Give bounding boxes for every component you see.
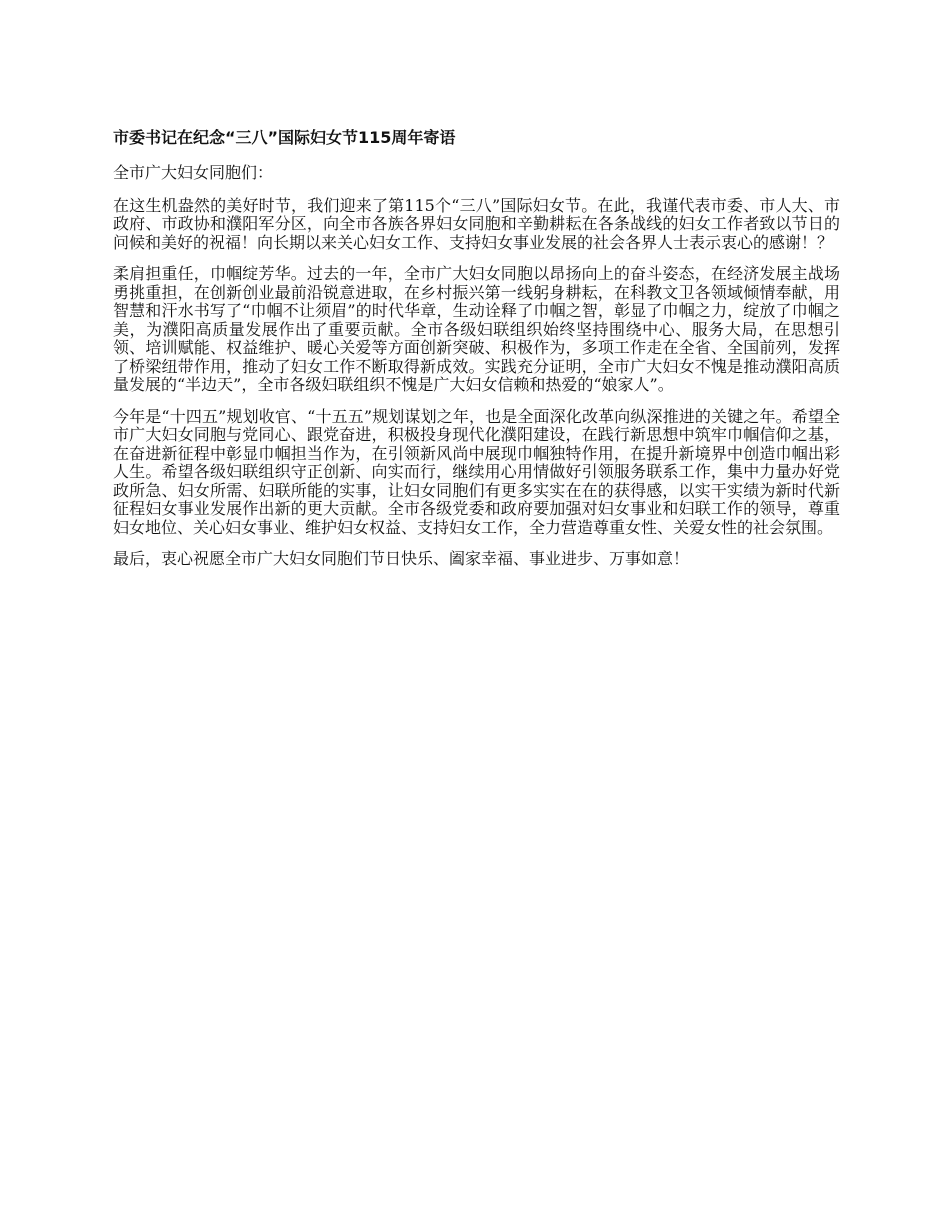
greeting-paragraph: 全市广大妇女同胞们： [113,163,274,182]
body-paragraph-1: 在这生机盎然的美好时节，我们迎来了第115个“三八”国际妇女节。在此，我谨代表市委、市人大、市政府、市政协和濮阳军分区，向全市各族各界妇女同胞和辛勤耕耘在各条战线的妇女工作者致以节日的问候和美好的祝福！向长期以来关心妇女工作、支持妇女事业发展的社会各界人士表示衷心的感谢！？ [113,195,840,252]
page-title: 市委书记在纪念“三八”国际妇女节115周年寄语 [113,128,456,147]
document-body [113,128,840,582]
closing-paragraph: 最后，衷心祝愿全市广大妇女同胞们节日快乐、阖家幸福、事业进步、万事如意！ [113,549,690,568]
body-paragraph-3: 今年是“十四五”规划收官、“十五五”规划谋划之年，也是全面深化改革向纵深推进的关键之年。希望全市广大妇女同胞与党同心、跟党奋进，积极投身现代化濮阳建设，在践行新思想中筑牢巾帼信仰之基，在奋进新征程中彰显巾帼担当作为，在引领新风尚中展现巾帼独特作用，在提升新境界中创造巾帼出彩人生。希望各级妇联组织守正创新、向实而行，继续用心用情做好引领服务联系工作，集中力量办好党政所急、妇女所需、妇联所能的实事，让妇女同胞们有更多实实在在的获得感，以实干实绩为新时代新征程妇女事业发展作出新的更大贡献。全市各级党委和政府要加强对妇女事业和妇联工作的领导，尊重妇女地位、关心妇女事业、维护妇女权益、支持妇女工作，全力营造尊重女性、关爱女性的社会氛围。 [113,406,840,537]
body-paragraph-2: 柔肩担重任，巾帼绽芳华。过去的一年，全市广大妇女同胞以昂扬向上的奋斗姿态，在经济发展主战场勇挑重担，在创新创业最前沿锐意进取，在乡村振兴第一线躬身耕耘，在科教文卫各领域倾情奉献，用智慧和汗水书写了“巾帼不让须眉”的时代华章，生动诠释了巾帼之智，彰显了巾帼之力，绽放了巾帼之美，为濮阳高质量发展作出了重要贡献。全市各级妇联组织始终坚持围绕中心、服务大局，在思想引领、培训赋能、权益维护、暖心关爱等方面创新突破、积极作为，多项工作走在全省、全国前列，发挥了桥梁纽带作用，推动了妇女工作不断取得新成效。实践充分证明，全市广大妇女不愧是推动濮阳高质量发展的“半边天”，全市各级妇联组织不愧是广大妇女信赖和热爱的“娘家人”。 [113,264,840,394]
